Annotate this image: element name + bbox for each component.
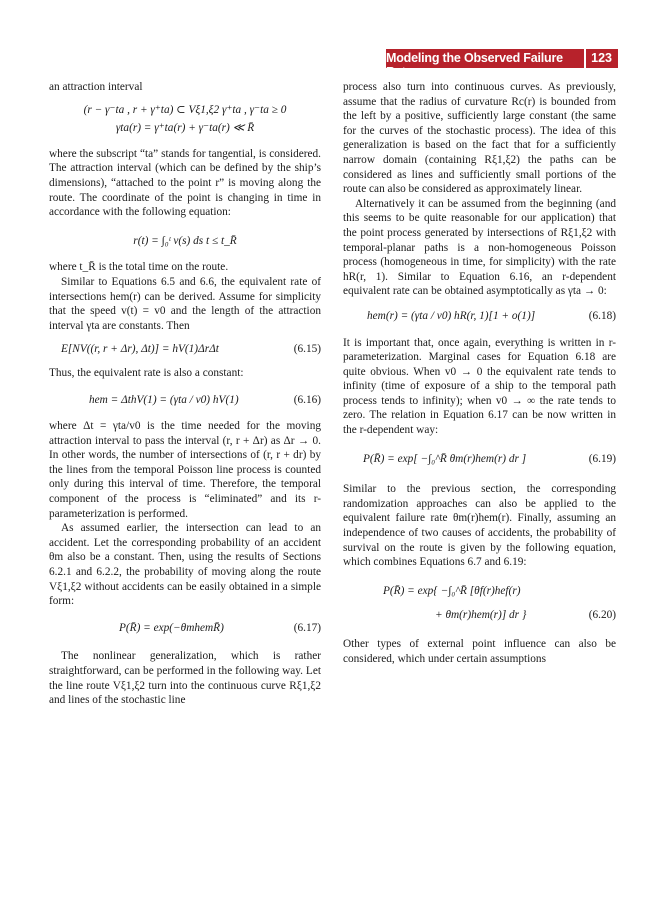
paragraph: where Δt = γta/v0 is the time needed for the moving attraction interval to pass the interval (r, r + Δr) as Δr → 0. In other words, the number of intersections of (r, r + dr) by the lines from the temporal Poisson line process is counted only during this interval of time. Therefore, the temporal component of the process is “eliminated” and its r-parameterization is performed.: [49, 420, 321, 520]
equation-body: hem = ΔthV(1) = (γta / v0) hV(1): [89, 393, 239, 406]
header-divider: [584, 49, 586, 68]
equation-line: r(t) = ∫₀ᵗ v(s) ds t ≤ t_R̄: [133, 234, 237, 247]
equation-line: P(R̄) = exp{ −∫₀^R̄ [θf(r)hef(r): [383, 584, 521, 597]
equation-number: (6.15): [293, 343, 321, 356]
paragraph: Alternatively it can be assumed from the beginning (and this seems to be quite reasonable for our application) that the point process generated by intersections of Rξ1,ξ2 with temporal-planar paths is a non-homogeneous Poisson process (homogeneous in time, for simplicity) with the rate hR(r, 1). Similar to Equation 6.16, an r-dependent equivalent rate can be obtained asymptotically as γta → 0:: [343, 197, 616, 298]
paragraph: Similar to Equations 6.5 and 6.6, the equivalent rate of intersections hem(r) can be derived. Assume for simplicity that the speed v(t) = v0 and the length of the attraction interval γta are constants. Then: [49, 275, 321, 332]
equation-number: (6.18): [588, 309, 616, 322]
equation-number: (6.19): [588, 452, 616, 465]
equation-r-of-t: [49, 234, 321, 249]
paragraph: The nonlinear generalization, which is rather straightforward, can be performed in the following way. Let the line route Vξ1,ξ2 turn into the continuous curve Rξ1,ξ2 and lines of the stochastic line: [49, 650, 321, 707]
equation-6-15: [49, 342, 321, 357]
right-column: [343, 80, 616, 666]
equation-body: P(R̄) = exp[ −∫₀^R̄ θm(r)hem(r) dr ]: [363, 452, 527, 465]
equation-number: (6.16): [293, 393, 321, 406]
paragraph: where the subscript “ta” stands for tangential, is considered. The attraction interval (which can be defined by the ship’s dimensions), “attached to the point r” is moving along the route. The coordinate of the point is changing in time in accordance with the following equation:: [49, 147, 321, 219]
equation-body: hem(r) = (γta / v0) hR(r, 1)[1 + o(1)]: [367, 309, 536, 322]
left-column: [49, 80, 321, 708]
equation-body: E[NV((r, r + Δr), Δt)] = hV(1)ΔrΔt: [61, 343, 219, 356]
equation-line: γta(r) = γ⁺ta(r) + γ⁻ta(r) ≪ R̄: [115, 122, 255, 135]
paragraph: an attraction interval: [49, 81, 143, 93]
equation-body: P(R̄) = exp(−θmhemR̄): [119, 621, 224, 634]
running-header-bar: [386, 49, 618, 79]
paragraph: It is important that, once again, everything is written in r-parameterization. Marginal cases for Equation 6.18 are quite obvious. When v0 → 0 the equivalent rate tends to infinity (time of exposure of a ship to the temporal path process tends to infinity); when v0 → ∞ the rate tends to zero. The relation in Equation 6.17 can be now written in the r-dependent way:: [343, 336, 616, 437]
paragraph: Similar to the previous section, the corresponding randomization approaches can also be applied to the equivalent failure rate θm(r)hem(r). Finally, assuming an independence of two causes of accidents, the probability of survival on the route is given by the following equation, which combines Equations 6.7 and 6.19:: [343, 483, 616, 569]
paragraph: Other types of external point influence can also be considered, which under certain assumptions: [343, 638, 616, 665]
page-number: 123: [591, 51, 612, 65]
running-title: Modeling the Observed Failure Rate: [386, 51, 563, 79]
paragraph: Thus, the equivalent rate is also a constant:: [49, 366, 244, 379]
equation-6-19: [343, 452, 616, 467]
equation-6-16: [49, 393, 321, 408]
equation-number: (6.17): [293, 621, 321, 634]
equation-attraction-interval: [49, 103, 321, 136]
equation-6-20: [343, 584, 616, 623]
paragraph: process also turn into continuous curves. As previously, assume that the radius of curvature Rc(r) is bounded from the left by a positive, sufficiently large constant (the same for the curves of the stochastic process). The idea of this generalization is based on the fact that for a sufficiently narrow domain (containing Rξ1,ξ2) the paths can be considered as lines and sufficiently small portions of the route can also be considered as approximately linear.: [343, 81, 616, 196]
equation-line: (r − γ⁻ta , r + γ⁺ta) ⊂ Vξ1,ξ2 γ⁺ta , γ⁻ta ≥ 0: [83, 103, 287, 116]
equation-number: (6.20): [588, 609, 616, 622]
equation-6-18: [343, 309, 616, 324]
paragraph: As assumed earlier, the intersection can lead to an accident. Let the corresponding probability of an accident θm also be a constant. Then, using the results of Sections 6.2.1 and 6.2.2, the probability of moving along the route Vξ1,ξ2 without accidents can be easily obtained in a simple form:: [49, 522, 321, 608]
equation-line: + θm(r)hem(r)] dr }: [435, 609, 527, 622]
equation-6-17: [49, 621, 321, 636]
paragraph: where t_R̄ is the total time on the route.: [49, 261, 229, 274]
